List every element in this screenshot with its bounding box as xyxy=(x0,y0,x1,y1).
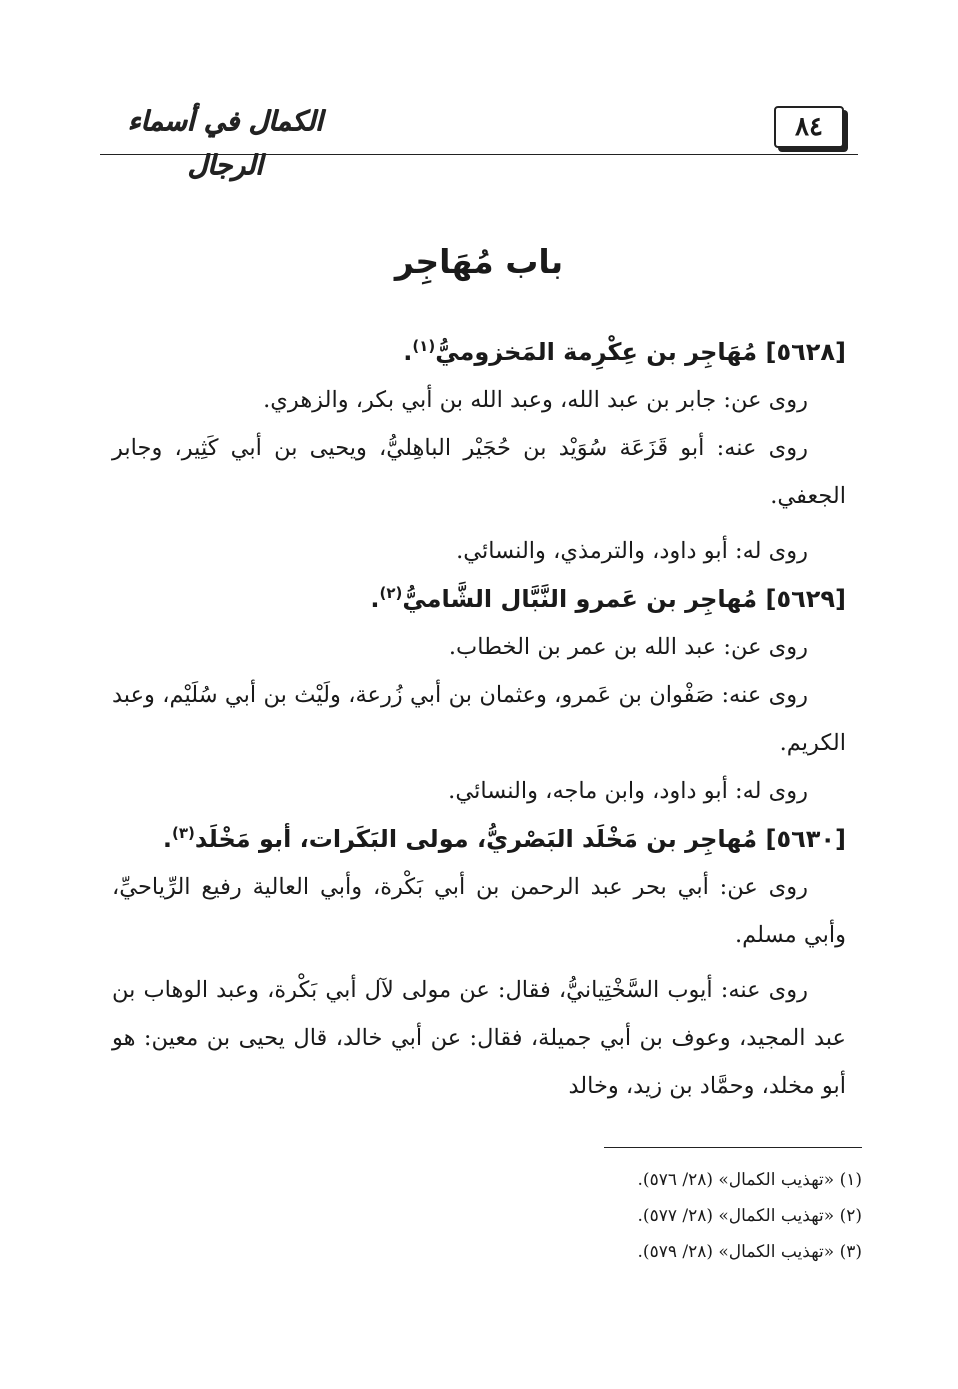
entry-heading: [٥٦٣٠] مُهاجِر بن مَخْلَد البَصْريُّ، مولى البَكَرات، أبو مَخْلَد$^{(٣)}$. xyxy=(162,824,846,853)
entry-heading: [٥٦٢٩] مُهاجِر بن عَمرو النَّبَّال الشَّاميُّ$^{(٢)}$. xyxy=(370,584,846,613)
footnote: (٢) «تهذيب الكمال» (٢٨/ ٥٧٧). xyxy=(637,1206,862,1226)
page-number-box xyxy=(774,106,844,148)
header-rule xyxy=(100,154,858,155)
narrated-from: روى عن: أبي بحر عبد الرحمن بن أبي بَكْرة، وأبي العالية رفيع الرِّياحيِّ، وأبي مسلم. xyxy=(112,874,846,948)
page-number: ٨٤ xyxy=(795,112,823,142)
book-title-calligraphy: الكمال في أسماء الرجال xyxy=(127,106,323,181)
footnote: (٣) «تهذيب الكمال» (٢٨/ ٥٧٩). xyxy=(637,1242,862,1262)
chapter-title: باب مُهَاجِر xyxy=(394,242,564,281)
narrated-for: روى له: أبو داود، وابن ماجه، والنسائي. xyxy=(448,778,808,804)
footnote-ref: (٣) xyxy=(171,824,195,842)
footnote-ref: (١) xyxy=(412,337,436,355)
narrated-for: روى له: أبو داود، والترمذي، والنسائي. xyxy=(456,538,808,564)
narrated-by: روى عنه: صَفْوان بن عَمرو، وعثمان بن أبي زُرعة، ولَيْث بن أبي سُلَيْم، وعبد الكريم. xyxy=(112,682,846,756)
narrated-by: روى عنه: أبو قَزَعَة سُوَيْد بن حُجَيْر الباهِليُّ، ويحيى بن أبي كَثِير، وجابر الجعفي. xyxy=(112,435,846,509)
narrated-from: روى عن: عبد الله بن عمر بن الخطاب. xyxy=(448,634,808,660)
footnotes xyxy=(400,1162,862,1270)
footnote: (١) «تهذيب الكمال» (٢٨/ ٥٧٦). xyxy=(637,1170,862,1190)
entry-heading: [٥٦٢٨] مُهَاجِر بن عِكْرِمة المَخزوميُّ$^{(١)}$. xyxy=(403,337,846,366)
footnote-rule xyxy=(604,1147,862,1148)
narrated-by: روى عنه: أيوب السَّخْتِيانيُّ، فقال: عن مولى لآل أبي بَكْرة، وعبد الوهاب بن عبد المجيد، وعوف بن أبي جميلة، فقال: عن أبي خالد، قال يحيى بن معين: هو أبو مخلد، وحمَّاد بن زيد، وخالد xyxy=(112,977,846,1099)
narrated-from: روى عن: جابر بن عبد الله، وعبد الله بن أبي بكر، والزهري. xyxy=(263,387,808,413)
page-header xyxy=(100,92,858,181)
footnote-ref: (٢) xyxy=(379,584,403,602)
main-text xyxy=(112,328,846,1110)
